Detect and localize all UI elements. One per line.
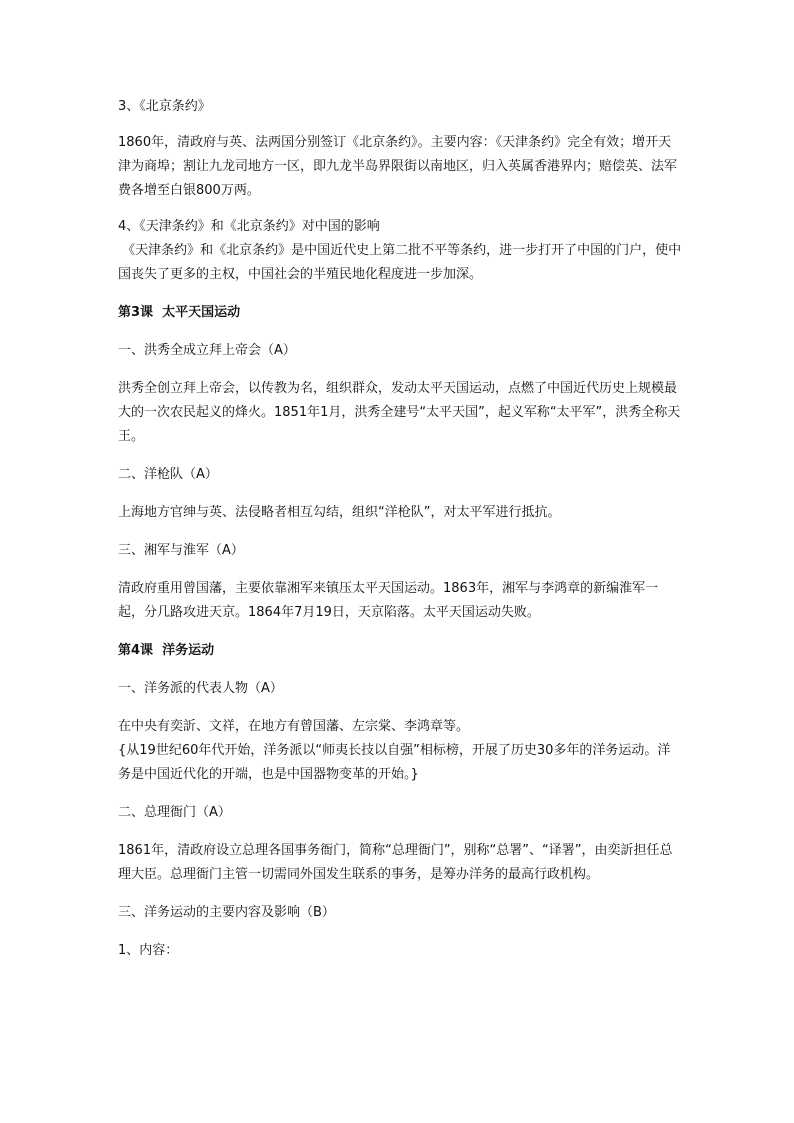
paragraph-foreign-rifle-corps: 上海地方官绅与英、法侵略者相互勾结，组织“洋枪队”，对太平军进行抵抗。: [118, 505, 561, 520]
subheading-westernization-content: 三、洋务运动的主要内容及影响（B）: [118, 905, 335, 920]
lesson-heading-taiping: 第3课 太平天国运动: [118, 305, 241, 320]
subheading-foreign-rifle-corps: 二、洋枪队（A）: [118, 467, 218, 482]
subheading-representatives: 一、洋务派的代表人物（A）: [118, 681, 283, 696]
section-title-treaty-impact: 4、《天津条约》和《北京条约》对中国的影响: [118, 219, 380, 234]
paragraph-zongli-yamen: 1861年，清政府设立总理各国事务衙门，简称“总理衙门”，别称“总署”、“译署”，由奕訢担任总理大臣。总理衙门主管一切需同外国发生联系的事务，是筹办洋务的最高行政机构。: [118, 843, 673, 882]
list-label-content: 1、内容：: [118, 943, 179, 958]
subheading-xiang-huai-army: 三、湘军与淮军（A）: [118, 543, 244, 558]
paragraph-representatives: 在中央有奕訢、文祥，在地方有曾国藩、左宗棠、李鸿章等。: [118, 719, 470, 734]
section-title-beijing-treaty: 3、《北京条约》: [118, 99, 211, 114]
paragraph-beijing-treaty-content: 1860年，清政府与英、法两国分别签订《北京条约》。主要内容：《天津条约》完全有效；增开天津为商埠；割让九龙司地方一区，即九龙半岛界限街以南地区，归入英属香港界内；赔偿英、法军费各增至白银800万两。: [118, 135, 678, 198]
paragraph-xiang-huai-army: 清政府重用曾国藩，主要依靠湘军来镇压太平天国运动。1863年，湘军与李鸿章的新编淮军一起，分几路攻进天京。1864年7月19日，天京陷落。太平天国运动失败。: [118, 581, 659, 620]
paragraph-hong-xiuquan: 洪秀全创立拜上帝会，以传教为名，组织群众，发动太平天国运动，点燃了中国近代历史上规模最大的一次农民起义的烽火。1851年1月，洪秀全建号“太平天国”，起义军称“太平军”，洪秀全称天王。: [118, 381, 681, 444]
subheading-zongli-yamen: 二、总理衙门（A）: [118, 805, 231, 820]
paragraph-treaty-impact: 《天津条约》和《北京条约》是中国近代史上第二批不平等条约，进一步打开了中国的门户，使中国丧失了更多的主权，中国社会的半殖民地化程度进一步加深。: [118, 243, 682, 282]
document-page: [118, 95, 683, 963]
paragraph-westernization-note: {从19世纪60年代开始，洋务派以“师夷长技以自强”相标榜，开展了历史30多年的洋务运动。洋务是中国近代化的开端，也是中国器物变革的开始。}: [118, 743, 671, 782]
lesson-heading-westernization: 第4课 洋务运动: [118, 643, 215, 658]
subheading-hong-xiuquan: 一、洪秀全成立拜上帝会（A）: [118, 343, 296, 358]
